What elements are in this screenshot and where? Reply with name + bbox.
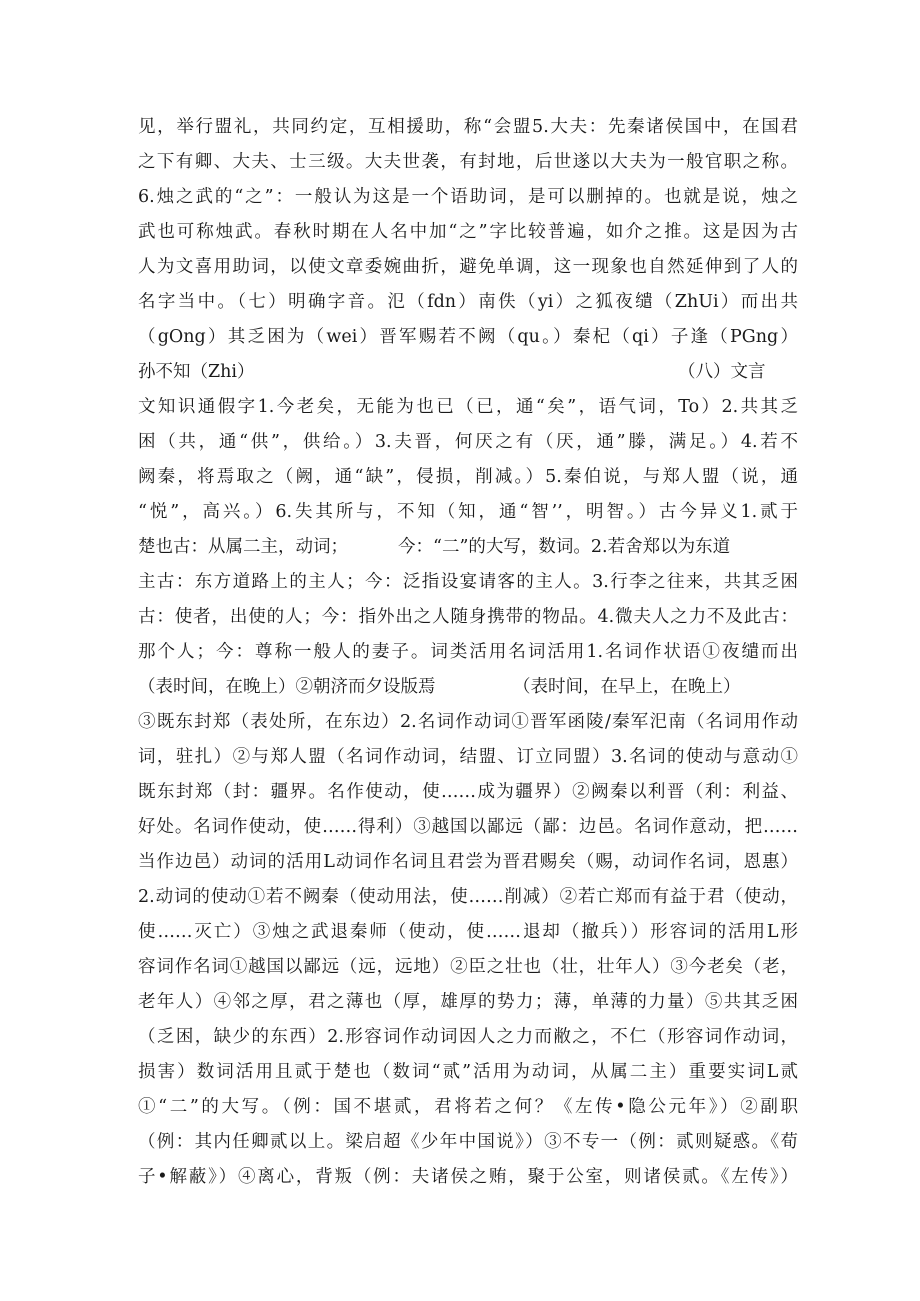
text-line-27: （乏困，缺少的东西）2.形容词作动词因人之力而敝之，不仁（形容词作动词， (138, 1027, 798, 1047)
text-line-14: 主古：东方道路上的主人；今：泛指设宴请客的主人。3.行李之往来，共其乏困 (138, 572, 798, 592)
text-line-13-right: 今：“二”的大写，数词。2.若舍郑以为东道 (398, 537, 731, 557)
text-line-19: 词，驻扎）②与郑人盟（名词作动词，结盟、订立同盟）3.名词的使动与意动① (138, 747, 798, 767)
text-line-23: 2.动词的使动①若不阙秦（使动用法，使……削减）②若亡郑而有益于君（使动， (138, 887, 798, 907)
text-line-21: 好处。名词作使动，使……得利）③越国以鄙远（鄙：边邑。名词作意动，把…… (138, 817, 798, 837)
text-line-2: 之下有卿、大夫、士三级。大夫世袭，有封地，后世遂以大夫为一般官职之称。 (138, 152, 798, 172)
text-line-5: 人为文喜用助词，以使文章委婉曲折，避免单调，这一现象也自然延伸到了人的 (138, 257, 798, 277)
text-line-13-left: 楚也古：从属二主，动词； (138, 537, 348, 557)
text-line-30: （例：其内任卿贰以上。梁启超《少年中国说》）③不专一（例：贰则疑惑。《荀 (138, 1132, 798, 1152)
text-line-26: 老年人）④邻之厚，君之薄也（厚，雄厚的势力；薄，单薄的力量）⑤共其乏困 (138, 992, 798, 1012)
text-line-1: 见，举行盟礼，共同约定，互相援助，称“会盟5.大夫：先秦诸侯国中，在国君 (138, 117, 798, 137)
text-line-15: 古：使者，出使的人；今：指外出之人随身携带的物品。4.微夫人之力不及此古： (138, 607, 798, 627)
text-line-24: 使……灭亡）③烛之武退秦师（使动，使……退却（撤兵））形容词的活用L形 (138, 922, 798, 942)
text-line-13 (138, 532, 798, 562)
text-line-28: 损害）数词活用且贰于楚也（数词“贰”活用为动词，从属二主）重要实词L贰 (138, 1062, 798, 1082)
text-line-31: 子•解蔽》）④离心，背叛（例：夫诸侯之贿，聚于公室，则诸侯贰。《左传》） (138, 1167, 798, 1187)
text-line-12: “悦”，高兴。）6.失其所与，不知（知，通“智’’，明智。）古今异义1.贰于 (138, 502, 798, 522)
text-line-7: （gOng）其乏困为（wei）晋军赐若不阙（qu。）秦杞（qi）子逢（PGng） (138, 327, 798, 347)
text-line-17-right: （表时间，在早上，在晚上） (513, 677, 741, 697)
text-line-17-left: （表时间，在晚上）②朝济而夕设版焉 (138, 677, 436, 697)
text-line-11: 阙秦，将焉取之（阙，通“缺”，侵损，削减。）5.秦伯说，与郑人盟（说，通 (138, 467, 798, 487)
text-line-20: 既东封郑（封：疆界。名作使动，使……成为疆界）②阙秦以利晋（利：利益、 (138, 782, 798, 802)
text-line-16: 那个人；今：尊称一般人的妻子。词类活用名词活用1.名词作状语①夜缱而出 (138, 642, 798, 662)
text-line-9: 文知识通假字1.今老矣，无能为也已（已，通“矣”，语气词，To）2.共其乏 (138, 397, 798, 417)
text-line-25: 容词作名词①越国以鄙远（远，远地）②臣之壮也（壮，壮年人）③今老矣（老， (138, 957, 798, 977)
text-line-29: ①“二”的大写。（例：国不堪贰，君将若之何？《左传•隐公元年》）②副职 (138, 1097, 798, 1117)
text-line-10: 困（共，通“供”，供给。）3.夫晋，何厌之有（厌，通”滕，满足。）4.若不 (138, 432, 798, 452)
text-line-17 (138, 672, 798, 702)
text-line-3: 6.烛之武的“之”：一般认为这是一个语助词，是可以删掉的。也就是说，烛之 (138, 187, 798, 207)
text-line-8 (138, 357, 798, 387)
text-line-22: 当作边邑）动词的活用L动词作名词且君尝为晋君赐矣（赐，动词作名词，恩惠） (138, 852, 798, 872)
text-line-8-left: 孙不知（Zhi） (138, 362, 255, 382)
text-line-6: 名字当中。（七）明确字音。氾（fdn）南佚（yi）之狐夜缱（ZhUi）而出共 (138, 292, 798, 312)
text-line-8-right: （八）文言 (678, 362, 766, 382)
text-line-4: 武也可称烛武。春秋时期在人名中加“之”字比较普遍，如介之推。这是因为古 (138, 222, 798, 242)
text-line-18: ③既东封郑（表处所，在东边）2.名词作动词①晋军函陵/秦军汜南（名词用作动 (138, 712, 798, 732)
